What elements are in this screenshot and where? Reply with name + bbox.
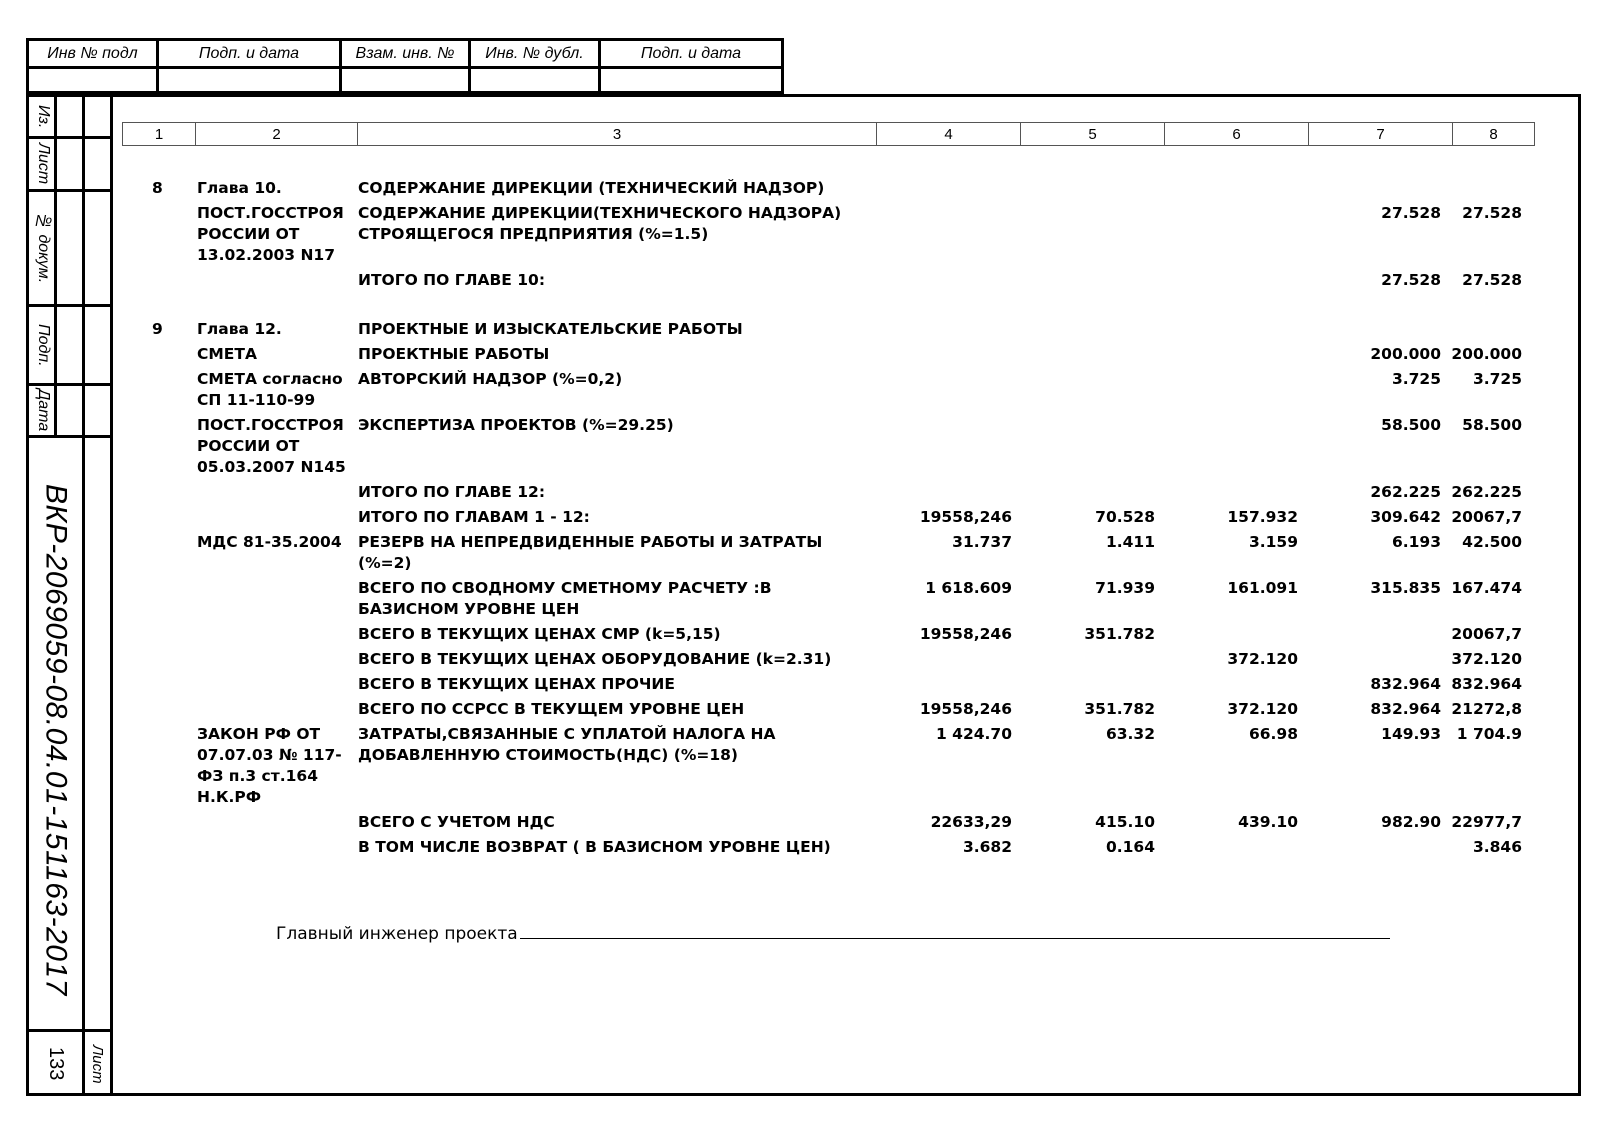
row-col8: 58.500	[1462, 416, 1522, 434]
row-col5: 1.411	[1105, 533, 1155, 551]
row-col4	[873, 319, 1016, 340]
stamp-label-signature: Подп.	[35, 323, 52, 367]
table-row	[122, 270, 1556, 291]
table-row	[122, 203, 1556, 266]
row-name: СОДЕРЖАНИЕ ДИРЕКЦИИ(ТЕХНИЧЕСКОГО НАДЗОРА) СТРОЯЩЕГОСЯ ПРЕДПРИЯТИЯ (%=1.5)	[358, 204, 842, 243]
row-col6	[1159, 369, 1302, 411]
row-col4: 1 424.70	[936, 725, 1012, 743]
stamp-header: Инв № подл	[28, 40, 158, 68]
row-name: ИТОГО ПО ГЛАВЕ 12:	[358, 483, 546, 501]
row-col4: 19558,246	[919, 508, 1012, 526]
table-row	[122, 837, 1556, 858]
row-col6	[1159, 837, 1302, 858]
row-number	[122, 837, 194, 858]
table-row	[122, 319, 1556, 340]
row-col5	[1016, 203, 1159, 266]
column-number-header	[122, 122, 1535, 146]
row-basis	[194, 812, 355, 833]
row-col8	[1445, 178, 1526, 199]
row-col5: 0.164	[1105, 838, 1155, 856]
row-col6	[1159, 624, 1302, 645]
stamp-cell	[470, 68, 600, 93]
row-col4	[873, 369, 1016, 411]
row-col6: 372.120	[1227, 650, 1298, 668]
stamp-label-change: Из.	[35, 104, 52, 129]
row-number	[122, 578, 194, 620]
stamp-cell	[341, 68, 470, 93]
row-col5	[1016, 482, 1159, 503]
row-number	[122, 203, 194, 266]
row-name: ВСЕГО В ТЕКУЩИХ ЦЕНАХ ОБОРУДОВАНИЕ (k=2.31)	[358, 650, 832, 668]
row-name: ИТОГО ПО ГЛАВАМ 1 - 12:	[358, 508, 590, 526]
table-row	[122, 674, 1556, 695]
table-row	[122, 649, 1556, 670]
row-number	[122, 674, 194, 695]
stamp-cell	[158, 68, 341, 93]
row-col7: 832.964	[1370, 675, 1441, 693]
row-col5: 351.782	[1084, 700, 1155, 718]
row-col8: 1 704.9	[1456, 725, 1522, 743]
row-col7	[1302, 837, 1445, 858]
row-col8: 200.000	[1451, 345, 1522, 363]
column-number: 3	[358, 123, 877, 146]
row-col4	[873, 674, 1016, 695]
row-basis: ЗАКОН РФ ОТ 07.07.03 № 117-ФЗ п.3 ст.164 Н.К.РФ	[197, 725, 342, 806]
row-col8: 20067,7	[1451, 625, 1522, 643]
stamp-cell	[28, 68, 158, 93]
row-basis	[194, 624, 355, 645]
row-number	[122, 369, 194, 411]
row-col7	[1302, 178, 1445, 199]
row-col8: 20067,7	[1451, 508, 1522, 526]
row-col7: 27.528	[1381, 271, 1441, 289]
row-name: ВСЕГО В ТЕКУЩИХ ЦЕНАХ СМР (k=5,15)	[358, 625, 721, 643]
row-number	[122, 507, 194, 528]
table-row	[122, 482, 1556, 503]
row-col6: 161.091	[1227, 579, 1298, 597]
row-name: В ТОМ ЧИСЛЕ ВОЗВРАТ ( В БАЗИСНОМ УРОВНЕ ЦЕН)	[358, 838, 831, 856]
row-col4: 31.737	[952, 533, 1012, 551]
row-name: АВТОРСКИЙ НАДЗОР (%=0,2)	[358, 370, 623, 388]
row-col5: 351.782	[1084, 625, 1155, 643]
row-basis: ПОСТ.ГОССТРОЯ РОССИИ ОТ 13.02.2003 N17	[197, 204, 344, 264]
table-row	[122, 178, 1556, 199]
row-col4: 19558,246	[919, 700, 1012, 718]
row-col6	[1159, 415, 1302, 478]
row-col4: 22633,29	[930, 813, 1012, 831]
row-col7: 982.90	[1381, 813, 1441, 831]
left-stamp	[26, 94, 110, 1096]
row-col5: 70.528	[1095, 508, 1155, 526]
row-col7: 3.725	[1391, 370, 1441, 388]
row-col5	[1016, 178, 1159, 199]
estimate-table	[122, 172, 1556, 858]
row-basis: СМЕТА	[197, 345, 257, 363]
table-row	[122, 578, 1556, 620]
row-name: ВСЕГО ПО СВОДНОМУ СМЕТНОМУ РАСЧЕТУ :В БАЗИСНОМ УРОВНЕ ЦЕН	[358, 579, 772, 618]
row-name: ЭКСПЕРТИЗА ПРОЕКТОВ (%=29.25)	[358, 416, 674, 434]
table-row	[122, 344, 1556, 365]
row-basis	[194, 578, 355, 620]
row-col4	[873, 482, 1016, 503]
row-name: ВСЕГО В ТЕКУЩИХ ЦЕНАХ ПРОЧИЕ	[358, 675, 675, 693]
row-number	[122, 532, 194, 574]
row-number	[122, 482, 194, 503]
row-number: 9	[152, 320, 163, 338]
row-col8: 832.964	[1451, 675, 1522, 693]
table-row	[122, 507, 1556, 528]
table-row	[122, 724, 1556, 808]
column-number: 4	[877, 123, 1021, 146]
row-col6	[1159, 270, 1302, 291]
table-row	[122, 369, 1556, 411]
row-col4	[873, 415, 1016, 478]
stamp-label-sheet: Лист	[35, 143, 52, 185]
row-col5	[1016, 415, 1159, 478]
row-number: 8	[152, 179, 163, 197]
row-name: ПРОЕКТНЫЕ И ИЗЫСКАТЕЛЬСКИЕ РАБОТЫ	[358, 320, 743, 338]
row-col6	[1159, 482, 1302, 503]
row-col7: 832.964	[1370, 700, 1441, 718]
row-basis	[194, 270, 355, 291]
stamp-header: Взам. инв. №	[341, 40, 470, 68]
row-col7: 309.642	[1370, 508, 1441, 526]
row-col6	[1159, 319, 1302, 340]
row-basis	[194, 482, 355, 503]
stamp-cell	[600, 68, 783, 93]
row-col5	[1016, 270, 1159, 291]
row-basis	[194, 837, 355, 858]
row-col5: 415.10	[1095, 813, 1155, 831]
row-col7: 200.000	[1370, 345, 1441, 363]
row-basis: Глава 12.	[197, 320, 282, 338]
stamp-header: Подп. и дата	[158, 40, 341, 68]
row-basis: СМЕТА согласно СП 11-110-99	[197, 370, 343, 409]
row-number	[122, 270, 194, 291]
table-row	[122, 532, 1556, 574]
row-name: ПРОЕКТНЫЕ РАБОТЫ	[358, 345, 550, 363]
row-number	[122, 812, 194, 833]
row-number	[122, 649, 194, 670]
row-number	[122, 724, 194, 808]
row-number	[122, 344, 194, 365]
signature-label: Главный инженер проекта	[276, 924, 518, 944]
row-col8: 27.528	[1462, 271, 1522, 289]
row-col8: 22977,7	[1451, 813, 1522, 831]
stamp-header: Инв. № дубл.	[470, 40, 600, 68]
row-name: РЕЗЕРВ НА НЕПРЕДВИДЕННЫЕ РАБОТЫ И ЗАТРАТЫ (%=2)	[358, 533, 823, 572]
row-number	[122, 415, 194, 478]
stamp-label-doc-number: № докум.	[35, 212, 52, 284]
row-col6	[1159, 178, 1302, 199]
row-col4	[873, 178, 1016, 199]
row-col7: 58.500	[1381, 416, 1441, 434]
row-col5: 71.939	[1095, 579, 1155, 597]
stamp-label-date: Дата	[35, 389, 52, 432]
row-col7	[1302, 319, 1445, 340]
row-col4: 19558,246	[919, 625, 1012, 643]
row-basis	[194, 649, 355, 670]
row-col7: 27.528	[1381, 204, 1441, 222]
table-row	[122, 415, 1556, 478]
row-col8: 21272,8	[1451, 700, 1522, 718]
row-col6: 439.10	[1238, 813, 1298, 831]
column-number: 8	[1453, 123, 1535, 146]
row-name: СОДЕРЖАНИЕ ДИРЕКЦИИ (ТЕХНИЧЕСКИЙ НАДЗОР)	[358, 179, 825, 197]
inventory-stamp	[26, 38, 784, 94]
row-col6	[1159, 203, 1302, 266]
sheet-number-label: Лист	[89, 1044, 106, 1084]
row-col7: 315.835	[1370, 579, 1441, 597]
table-row	[122, 624, 1556, 645]
row-col5	[1016, 319, 1159, 340]
table-row	[122, 812, 1556, 833]
row-col7	[1302, 649, 1445, 670]
row-col5	[1016, 649, 1159, 670]
row-col6: 372.120	[1227, 700, 1298, 718]
row-number	[122, 699, 194, 720]
row-basis	[194, 507, 355, 528]
row-col7: 262.225	[1370, 483, 1441, 501]
row-col8: 372.120	[1451, 650, 1522, 668]
row-col4: 3.682	[962, 838, 1012, 856]
row-col4	[873, 203, 1016, 266]
row-basis: ПОСТ.ГОССТРОЯ РОССИИ ОТ 05.03.2007 N145	[197, 416, 346, 476]
sheet-number: 133	[45, 1047, 67, 1081]
row-col4: 1 618.609	[925, 579, 1012, 597]
row-name: ВСЕГО ПО ССРСС В ТЕКУЩЕМ УРОВНЕ ЦЕН	[358, 700, 745, 718]
row-col5	[1016, 369, 1159, 411]
column-number: 1	[123, 123, 196, 146]
row-col8: 167.474	[1451, 579, 1522, 597]
signature-line	[520, 924, 1390, 939]
stamp-header: Подп. и дата	[600, 40, 783, 68]
row-col6	[1159, 344, 1302, 365]
row-col5	[1016, 674, 1159, 695]
column-number: 2	[196, 123, 358, 146]
row-name: ЗАТРАТЫ,СВЯЗАННЫЕ С УПЛАТОЙ НАЛОГА НА ДОБАВЛЕННУЮ СТОИМОСТЬ(НДС) (%=18)	[358, 725, 776, 764]
row-basis: Глава 10.	[197, 179, 282, 197]
row-col6: 157.932	[1227, 508, 1298, 526]
row-col6	[1159, 674, 1302, 695]
document-code: ВКР-2069059-08.04.01-151163-2017	[39, 483, 73, 996]
row-col8: 42.500	[1462, 533, 1522, 551]
row-col4	[873, 649, 1016, 670]
row-col8: 3.725	[1472, 370, 1522, 388]
row-basis	[194, 699, 355, 720]
row-col7	[1302, 624, 1445, 645]
row-col4	[873, 344, 1016, 365]
column-number: 6	[1165, 123, 1309, 146]
row-col6: 66.98	[1248, 725, 1298, 743]
row-col8: 3.846	[1472, 838, 1522, 856]
table-row	[122, 699, 1556, 720]
row-col8: 27.528	[1462, 204, 1522, 222]
row-basis	[194, 674, 355, 695]
column-number: 5	[1021, 123, 1165, 146]
row-col7: 149.93	[1381, 725, 1441, 743]
row-col6: 3.159	[1248, 533, 1298, 551]
row-name: ВСЕГО С УЧЕТОМ НДС	[358, 813, 555, 831]
row-col4	[873, 270, 1016, 291]
row-col5: 63.32	[1105, 725, 1155, 743]
row-name: ИТОГО ПО ГЛАВЕ 10:	[358, 271, 546, 289]
column-number: 7	[1309, 123, 1453, 146]
row-col8	[1445, 319, 1526, 340]
row-basis: МДС 81-35.2004	[197, 533, 342, 551]
row-col5	[1016, 344, 1159, 365]
row-col8: 262.225	[1451, 483, 1522, 501]
chief-engineer-signature	[276, 924, 1390, 944]
row-number	[122, 624, 194, 645]
row-col7: 6.193	[1391, 533, 1441, 551]
